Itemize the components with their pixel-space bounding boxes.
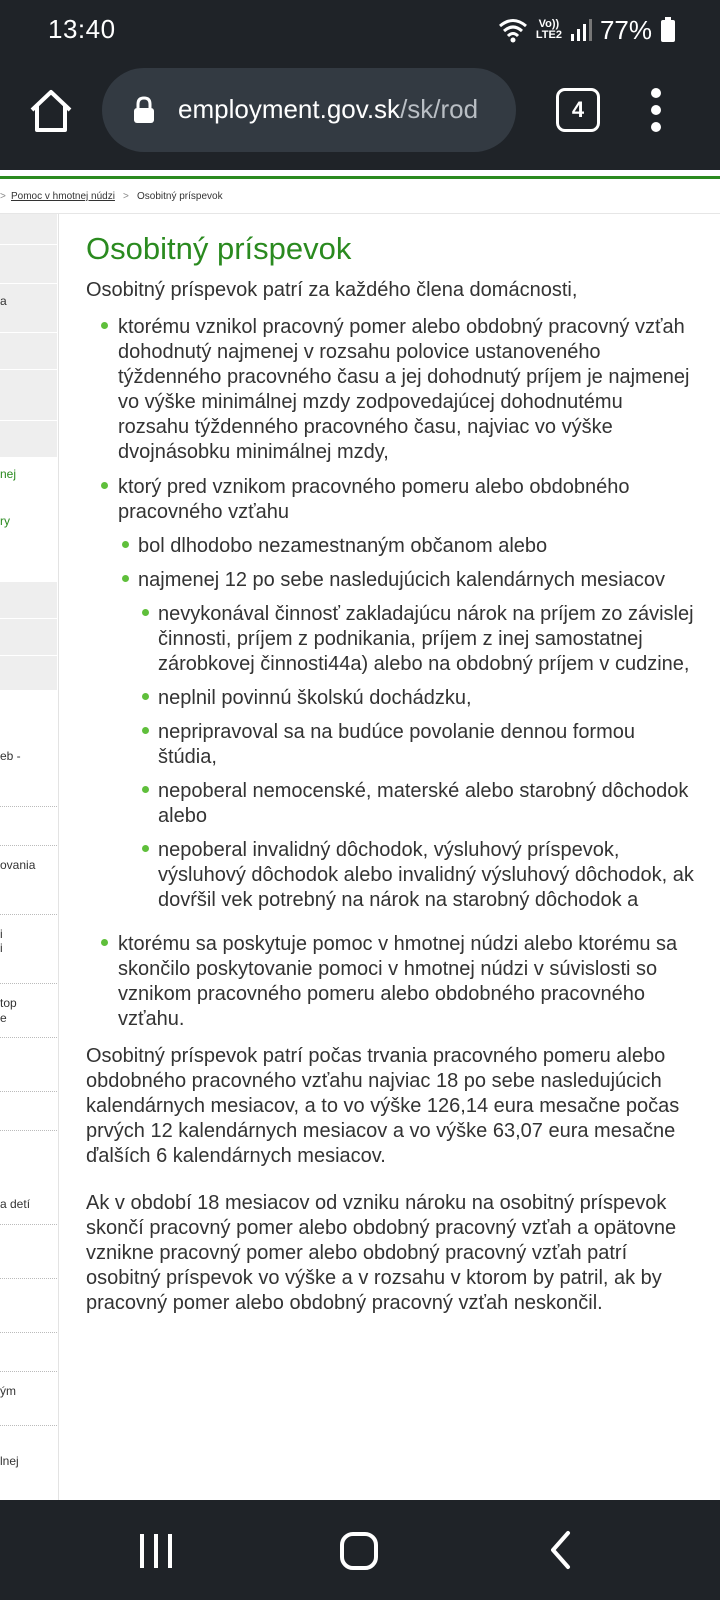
- header-divider: [0, 176, 720, 179]
- home-nav-icon[interactable]: [339, 1531, 379, 1571]
- sidebar-item[interactable]: [0, 333, 57, 370]
- list-item: nevykonával činnosť zakladajúcu nárok na príjem zo závislej činnosti, príjem z podnikania, príjem z inej samostatnej zárobkovej činnosti44a) alebo na obdobný príjem v cudzine,: [138, 602, 696, 677]
- bullet-icon: [101, 322, 108, 329]
- sidebar-subitem[interactable]: [0, 1092, 57, 1131]
- page-title: Osobitný príspevok: [86, 231, 352, 266]
- sidebar-subitem[interactable]: [0, 1225, 57, 1279]
- sidebar-item[interactable]: [0, 370, 57, 421]
- sidebar-item[interactable]: [0, 421, 57, 458]
- sidebar-subitem[interactable]: [0, 1279, 57, 1333]
- list-item: nepripravoval sa na budúce povolanie dennou formou štúdia,: [138, 720, 696, 770]
- bullet-icon: [142, 609, 149, 616]
- duration-paragraph: Osobitný príspevok patrí počas trvania pracovného pomeru alebo obdobného pracovného vzťahu najviac 18 po sebe nasledujúcich kalendárnych mesiacov, a to vo výške 126,14 eura mesačne počas prvých 12 kalendárnych mesiacov a vo výške 63,07 eura mesačne ďalších 6 kalendárnych mesiacov.: [86, 1045, 680, 1167]
- bullet-icon: [101, 482, 108, 489]
- sidebar-subitem[interactable]: [0, 915, 57, 984]
- sidebar-subitem[interactable]: [0, 984, 57, 1038]
- url-path: /sk/rod: [400, 94, 479, 124]
- sidebar-item[interactable]: [0, 656, 57, 691]
- status-time: 13:40: [48, 14, 116, 44]
- volte-label: Vo)) LTE2: [535, 18, 562, 41]
- breadcrumb-separator: >: [123, 191, 129, 202]
- bullet-icon: [142, 727, 149, 734]
- bullet-icon: [101, 939, 108, 946]
- sidebar-item[interactable]: [0, 245, 57, 284]
- sidebar-label[interactable]: eb -: [0, 749, 21, 763]
- sidebar-item[interactable]: [0, 619, 57, 656]
- breadcrumb-separator: >: [0, 191, 6, 202]
- sidebar-label[interactable]: ovania: [0, 858, 36, 872]
- sidebar-label[interactable]: ým: [0, 1384, 16, 1398]
- browser-toolbar: [0, 60, 720, 170]
- battery-icon: [660, 17, 676, 43]
- sidebar-label[interactable]: nej: [0, 467, 17, 481]
- recents-icon[interactable]: [138, 1532, 174, 1570]
- sidebar-label[interactable]: ry: [0, 514, 10, 528]
- list-item: neplnil povinnú školskú dochádzku,: [138, 686, 696, 711]
- list-item: nepoberal nemocenské, materské alebo starobný dôchodok alebo: [138, 779, 696, 829]
- url-text[interactable]: [178, 94, 508, 125]
- list-item: najmenej 12 po sebe nasledujúcich kalendárnych mesiacov nevykonával činnosť zakladajúcu nárok na príjem zo závislej činnosti, príjem z podnikania, príjem z inej samostatnej zárobkovej činnosti44a) alebo na obdobný príjem v cudzine, neplnil povinnú školskú dochádzku, nepripravoval sa na budúce povolanie dennou formou štúdia, nepoberal nemocenské, materské alebo starobný dôchodok alebo nepoberal invalidný dôchodok, výsluhový príspevok, výsluhový dôchodok alebo invalidný výsluhový dôchodok, ak dovŕšil vek potrebný na nárok na starobný dôchodok a: [118, 568, 696, 913]
- sidebar-subitem[interactable]: [0, 1333, 57, 1372]
- bullet-icon: [122, 575, 129, 582]
- sidebar-subitem[interactable]: [0, 1038, 57, 1092]
- signal-icon: [570, 18, 592, 42]
- sidebar-label[interactable]: a: [0, 294, 7, 308]
- sidebar-subitem[interactable]: [0, 1372, 57, 1426]
- sidebar-label[interactable]: top: [0, 996, 17, 1010]
- lock-icon[interactable]: [132, 96, 156, 124]
- list-item: ktorý pred vznikom pracovného pomeru alebo obdobného pracovného vzťahu bol dlhodobo nezamestnaným občanom alebo najmenej 12 po sebe nasledujúcich kalendárnych mesiacov nevykonával činnosť zakladajúcu nárok na príjem zo závislej činnosti, príjem z podnikania, príjem z inej samostatnej zárobkovej činnosti44a) alebo na obdobný príjem v cudzine, neplnil povinnú školskú dochádzku, nepripravoval sa na budúce povolanie dennou formou štúdia, nepoberal nemocenské, materské alebo starobný dôchodok alebo nepoberal invalidný dôchodok, výsluhový príspevok, výsluhový dôchodok alebo invalidný výsluhový dôchodok, ak dovŕšil vek potrebný na nárok na starobný dôchodok a: [86, 475, 696, 913]
- article: [86, 228, 696, 1316]
- sidebar-item[interactable]: [0, 214, 57, 245]
- system-navigation-bar: [0, 1500, 720, 1600]
- breadcrumb-link-pomoc[interactable]: Pomoc v hmotnej núdzi: [11, 191, 115, 202]
- reemployment-paragraph: Ak v období 18 mesiacov od vzniku nároku na osobitný príspevok skončí pracovný pomer alebo obdobný pracovný vzťah a opätovne vznikne pracovný pomer alebo obdobný pracovný vzťah patrí osobitný príspevok vo výške a v rozsahu v ktorom by patril, ak by pracovný pomer alebo obdobný pracovný vzťah neskončil.: [86, 1192, 677, 1314]
- breadcrumb-current: Osobitný príspevok: [137, 191, 223, 202]
- bullet-icon: [122, 541, 129, 548]
- sidebar-item[interactable]: [0, 284, 57, 333]
- tabs-button[interactable]: 4: [556, 88, 600, 132]
- sidebar-subitem[interactable]: [0, 730, 57, 807]
- sidebar-subitem[interactable]: [0, 846, 57, 915]
- list-item: nepoberal invalidný dôchodok, výsluhový príspevok, výsluhový dôchodok alebo invalidný výsluhový dôchodok, ak dovŕšil vek potrebný na nárok na starobný dôchodok a: [138, 838, 696, 913]
- breadcrumb: [0, 183, 720, 214]
- intro-paragraph: Osobitný príspevok patrí za každého člena domácnosti,: [86, 279, 578, 301]
- back-icon[interactable]: [548, 1530, 572, 1570]
- list-item: bol dlhodobo nezamestnaným občanom alebo: [118, 534, 696, 559]
- nested-list: [138, 602, 696, 913]
- sidebar-subitem[interactable]: [0, 807, 57, 846]
- sidebar-label[interactable]: lnej: [0, 1454, 19, 1468]
- home-icon[interactable]: [28, 88, 74, 134]
- wifi-icon: [498, 17, 528, 43]
- sidebar-label[interactable]: a detí: [0, 1197, 31, 1211]
- sidebar-label[interactable]: e: [0, 1011, 7, 1025]
- bullet-icon: [142, 786, 149, 793]
- nested-list: [118, 534, 696, 913]
- url-host: employment.gov.sk: [178, 94, 401, 124]
- bullet-icon: [142, 693, 149, 700]
- battery-percent: 77%: [599, 14, 652, 45]
- more-vert-icon[interactable]: [650, 88, 662, 132]
- status-icons: [498, 12, 676, 48]
- list-item: ktorému vznikol pracovný pomer alebo obdobný pracovný vzťah dohodnutý najmenej v rozsahu polovice ustanoveného týždenného pracovného času a jej dohodnutý príjem je najmenej vo výške minimálnej mzdy zodpovedajúcej dohodnutému rozsahu týždenného pracovného času, najviac vo výške dvojnásobku minimálnej mzdy,: [86, 315, 696, 465]
- side-navigation: [0, 214, 59, 1500]
- address-bar[interactable]: [102, 68, 516, 152]
- conditions-list: [86, 315, 696, 1032]
- sidebar-label[interactable]: i: [0, 927, 3, 941]
- status-bar: [0, 0, 720, 60]
- sidebar-label[interactable]: i: [0, 941, 3, 955]
- sidebar-item[interactable]: [0, 582, 57, 619]
- bullet-icon: [142, 845, 149, 852]
- list-item: ktorému sa poskytuje pomoc v hmotnej núdzi alebo ktorému sa skončilo poskytovanie pomoci v hmotnej núdzi v súvislosti so vznikom pracovného pomeru alebo obdobného pracovného vzťahu.: [86, 932, 696, 1032]
